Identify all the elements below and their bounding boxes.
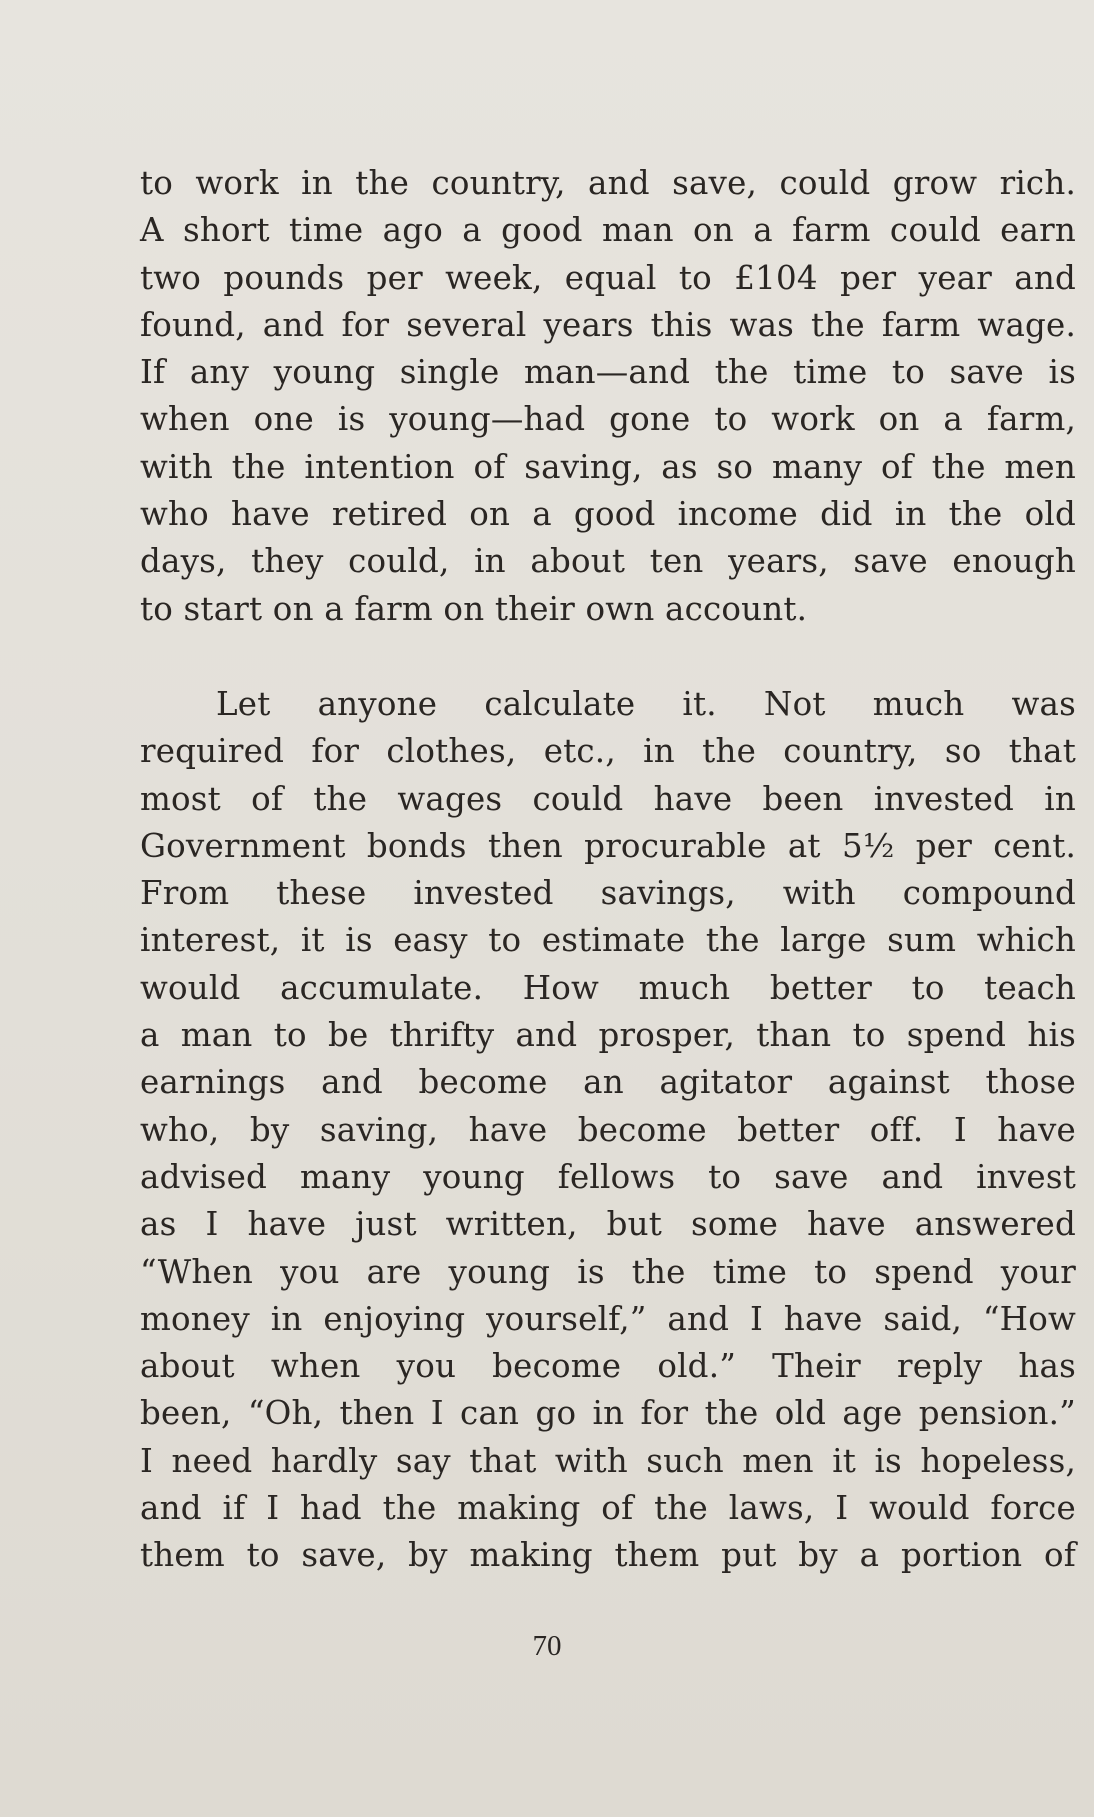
text-line: advised many young fellows to save and invest xyxy=(140,1157,1076,1196)
text-line: Let anyone calculate it. Not much was xyxy=(216,685,1076,723)
text-line: If any young single man—and the time to save is xyxy=(140,353,1076,392)
text-line: I need hardly say that with such men it is hopeless, xyxy=(140,1441,1076,1480)
text-line: From these invested savings, with compound xyxy=(140,874,1076,913)
text-line: earnings and become an agitator against those xyxy=(140,1063,1076,1102)
text-line: who, by saving, have become better off. I have xyxy=(140,1110,1076,1149)
text-line: with the intention of saving, as so many of the men xyxy=(140,447,1076,486)
paragraph-1 xyxy=(140,160,1076,633)
text-line: about when you become old.” Their reply has xyxy=(140,1347,1076,1386)
text-line: to work in the country, and save, could grow rich. xyxy=(140,164,1076,202)
text-line: as I have just written, but some have answered xyxy=(140,1205,1076,1244)
text-line: would accumulate. How much better to teach xyxy=(140,968,1076,1007)
text-line: Government bonds then procurable at 5½ per cent. xyxy=(140,826,1076,865)
text-line: found, and for several years this was the farm wage. xyxy=(140,305,1076,344)
text-line: two pounds per week, equal to £104 per year and xyxy=(140,258,1076,297)
text-line: to start on a farm on their own account. xyxy=(140,589,808,628)
text-line: interest, it is easy to estimate the large sum which xyxy=(140,921,1076,960)
text-line: them to save, by making them put by a portion of xyxy=(140,1536,1076,1575)
text-line: been, “Oh, then I can go in for the old age pension.” xyxy=(140,1394,1076,1433)
text-line: A short time ago a good man on a farm could earn xyxy=(140,211,1076,250)
text-line: money in enjoying yourself,” and I have said, “How xyxy=(140,1299,1076,1338)
text-line: when one is young—had gone to work on a farm, xyxy=(140,400,1076,439)
text-line: “When you are young is the time to spend your xyxy=(140,1252,1076,1291)
text-line: who have retired on a good income did in the old xyxy=(140,495,1076,534)
page-number: 70 xyxy=(532,1630,562,1662)
text-line: days, they could, in about ten years, save enough xyxy=(140,542,1076,581)
text-line: and if I had the making of the laws, I would force xyxy=(140,1489,1076,1528)
paragraph-2 xyxy=(140,681,1076,1580)
text-line: a man to be thrifty and prosper, than to spend his xyxy=(140,1016,1076,1055)
text-line: most of the wages could have been invested in xyxy=(140,779,1076,818)
text-line: required for clothes, etc., in the country, so that xyxy=(140,732,1076,771)
